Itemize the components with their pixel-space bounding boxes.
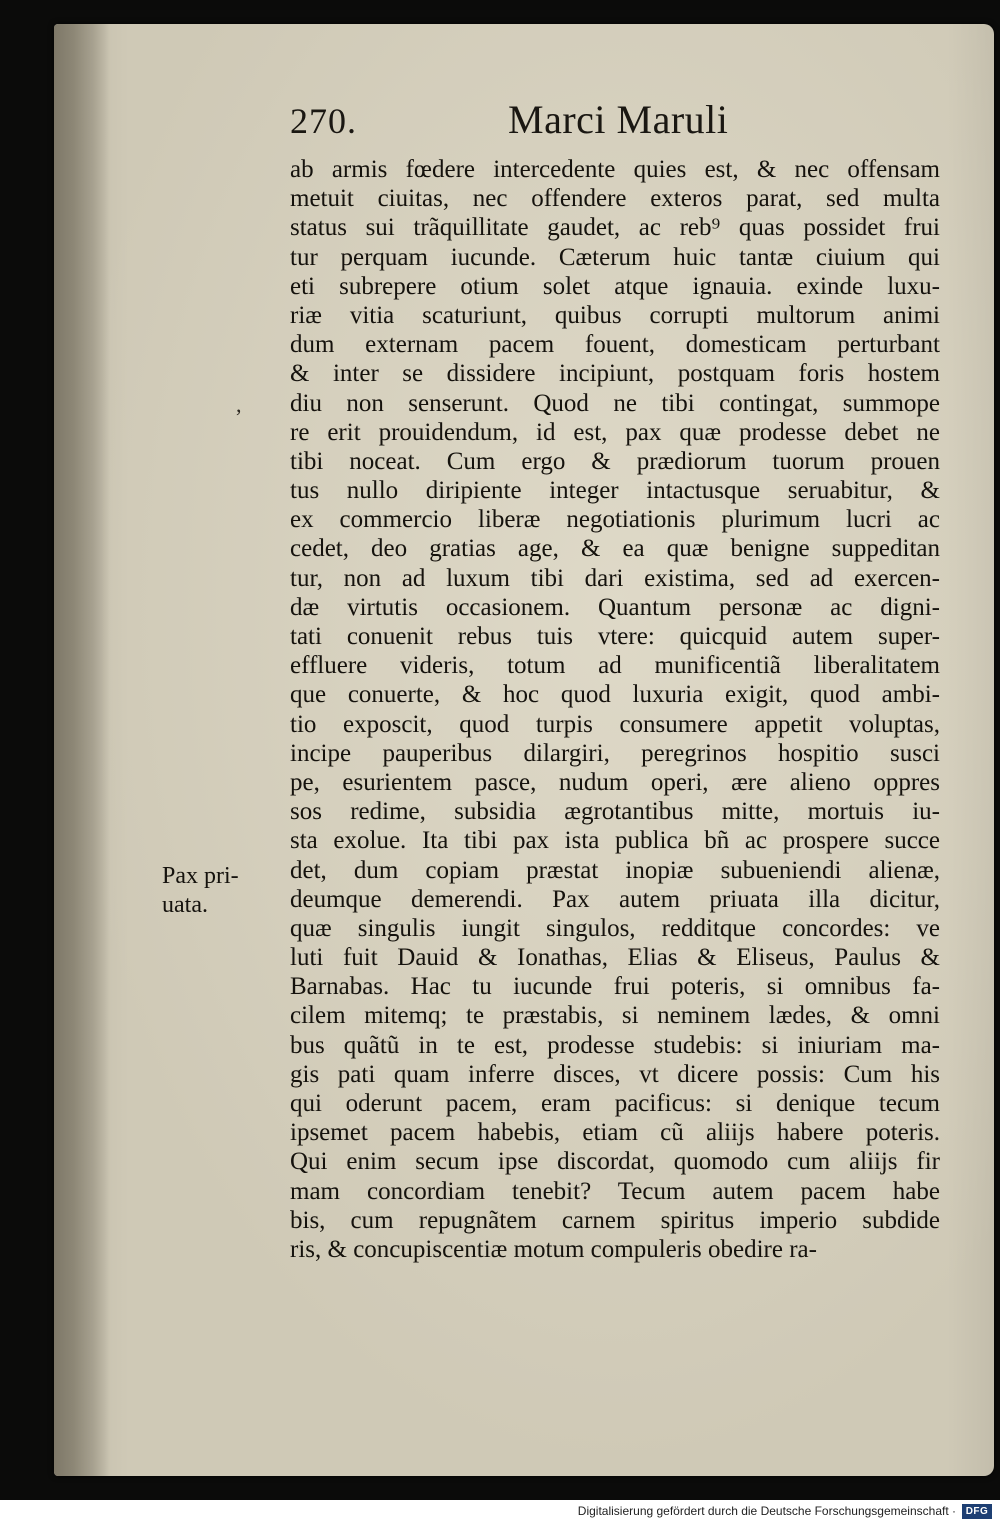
text-line: sos redime, subsidia ægrotantibus mitte, mortuis iu- (290, 798, 940, 826)
text-line: sta exolue. Ita tibi pax ista publica bñ ac prospere succe (290, 827, 940, 855)
text-line: effluere videris, totum ad munificentiã liberalitatem (290, 652, 940, 680)
stray-mark: , (236, 392, 242, 417)
text-line: tus nullo diripiente integer intactusque seruabitur, & (290, 477, 940, 505)
text-line: eti subrepere otium solet atque ignauia. exinde luxu- (290, 272, 940, 300)
text-line: dum externam pacem fouent, domesticam perturbant (290, 331, 940, 359)
text-line: tio exposcit, quod turpis consumere appetit voluptas, (290, 710, 940, 738)
margin-note-line: uata. (162, 892, 208, 918)
page-gutter (54, 24, 110, 1476)
footer-bar (0, 1500, 1000, 1524)
dfg-logo: DFG (962, 1504, 992, 1519)
text-line: tati conuenit rebus tuis vtere: quicquid autem super- (290, 623, 940, 650)
running-head (290, 96, 770, 146)
running-title: Marci Maruli (508, 97, 729, 142)
text-line: status sui trãquillitate gaudet, ac reb⁹ quas possidet frui (290, 214, 940, 242)
text-line: luti fuit Dauid & Ionathas, Elias & Eliseus, Paulus & (290, 944, 940, 972)
text-line: metuit ciuitas, nec offendere exteros parat, sed multa (290, 185, 940, 213)
margin-note-line: Pax pri- (162, 863, 239, 889)
text-line: Qui enim secum ipse discordat, quomodo cum aliĳs fir (290, 1148, 940, 1176)
text-line: dæ virtutis occasionem. Quantum personæ ac digni- (290, 593, 940, 621)
text-line: gis pati quam inferre disces, vt dicere possis: Cum his (290, 1060, 940, 1088)
text-line: cilem mitemq; te præstabis, si neminem lædes, & omni (290, 1002, 940, 1030)
body-text (290, 155, 940, 1264)
text-line: que conuerte, & hoc quod luxuria exigit, quod ambi- (290, 681, 940, 709)
text-line: re erit prouidendum, id est, pax quæ prodesse debet ne (290, 418, 940, 446)
text-line: mam concordiam tenebit? Tecum autem pacem habe (290, 1177, 940, 1205)
page-number: 270. (290, 101, 357, 141)
text-line: diu non senserunt. Quod ne tibi contingat, summope (290, 389, 940, 417)
text-line: tibi noceat. Cum ergo & prædiorum tuorum prouen (290, 447, 940, 475)
text-line: tur perquam iucunde. Cæterum huic tantæ ciuium qui (290, 243, 940, 271)
text-line: & inter se dissidere incipiunt, postquam foris hostem (290, 360, 940, 388)
text-line: bis, cum repugnãtem carnem spiritus imperio subdide (290, 1206, 940, 1234)
text-line: deumque demerendi. Pax autem priuata illa dicitur, (290, 885, 940, 913)
text-line: ris, & concupiscentiæ motum compuleris obedire ra- (290, 1235, 817, 1263)
funding-credit: Digitalisierung gefördert durch die Deutsche Forschungsgemeinschaft · (577, 1504, 956, 1518)
text-line: Barnabas. Hac tu iucunde frui poteris, si omnibus fa- (290, 973, 940, 1001)
text-line: tur, non ad luxum tibi dari existima, sed ad exercen- (290, 564, 940, 592)
text-line: det, dum copiam præstat inopiæ subueniendi alienæ, (290, 856, 940, 884)
text-line: ipsemet pacem habebis, etiam cũ aliĳs habere poteris. (290, 1119, 940, 1147)
text-line: incipe pauperibus dilargiri, peregrinos hospitio susci (290, 739, 940, 767)
margin-note (162, 862, 272, 920)
text-line: quæ singulis iungit singulos, redditque concordes: ve (290, 914, 940, 942)
text-line: pe, esurientem pasce, nudum operi, ære alieno oppres (290, 768, 940, 796)
text-line: ab armis fœdere intercedente quies est, & nec offensam (290, 156, 940, 183)
text-line: ex commercio liberæ negotiationis plurimum lucri ac (290, 506, 940, 534)
text-line: riæ vitia scaturiunt, quibus corrupti multorum animi (290, 301, 940, 329)
text-line: cedet, deo gratias age, & ea quæ benigne suppeditan (290, 535, 940, 563)
text-line: qui oderunt pacem, eram pacificus: si denique tecum (290, 1090, 940, 1117)
text-line: bus quãtũ in te est, prodesse studebis: si iniuriam ma- (290, 1031, 940, 1059)
